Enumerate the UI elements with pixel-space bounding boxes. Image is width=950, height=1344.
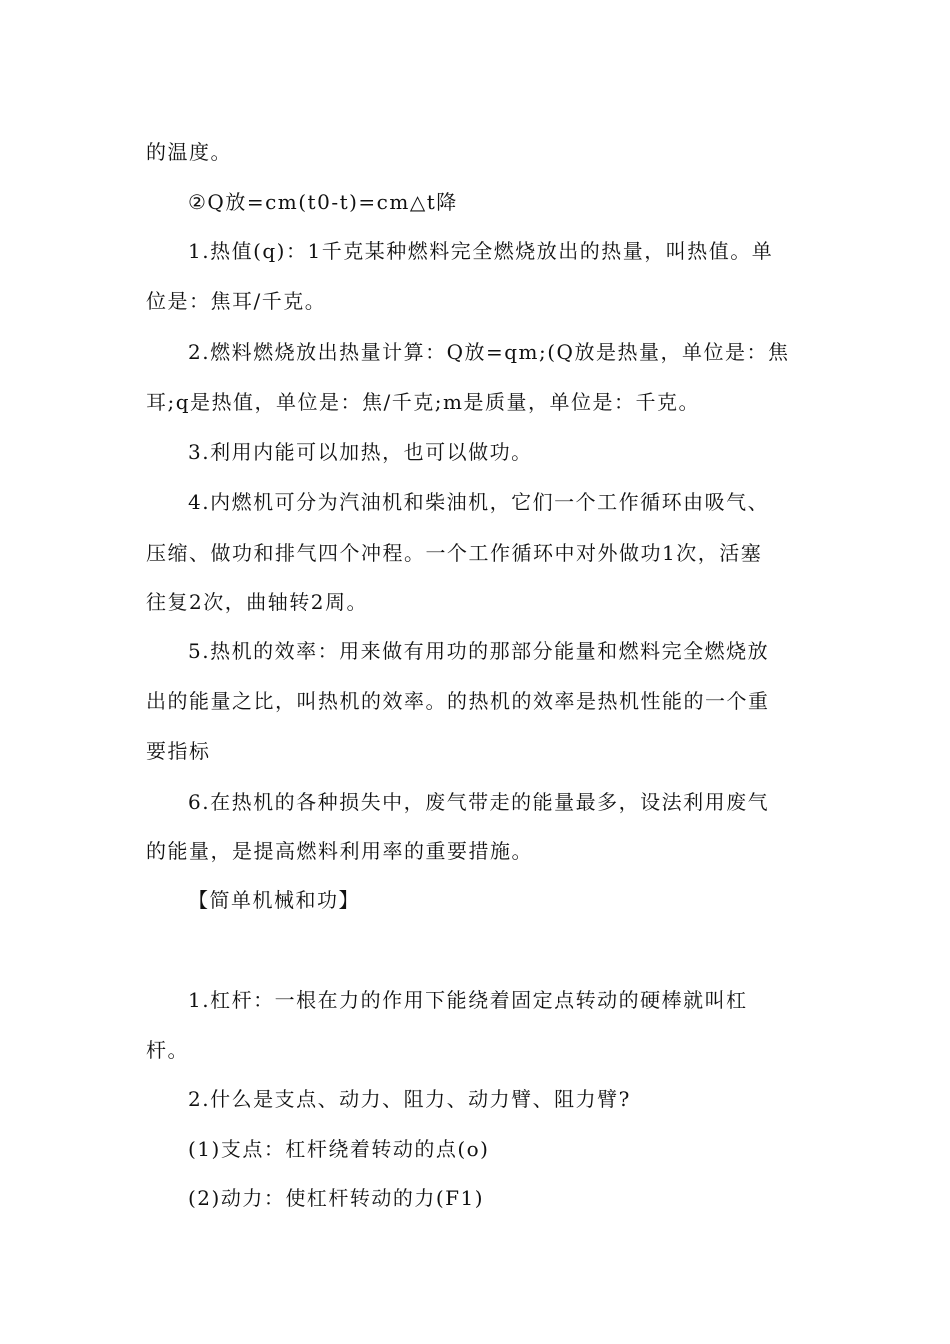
section-heading-simple-machines: 【简单机械和功】 [188,888,360,912]
text-line-effort-force-def: (2)动力：使杠杆转动的力(F1) [188,1186,485,1210]
text-line-heat-value-unit: 位是：焦耳/千克。 [146,289,327,313]
text-line-lever-def: 1.杠杆：一根在力的作用下能绕着固定点转动的硬棒就叫杠 [188,988,748,1012]
text-line-engine-cycle: 往复2次，曲轴转2周。 [146,590,368,614]
text-line-temperature-end: 的温度。 [146,140,232,164]
text-line-efficiency-ratio: 出的能量之比，叫热机的效率。的热机的效率是热机性能的一个重 [146,689,770,713]
text-line-efficiency-index: 要指标 [146,739,211,763]
text-line-heat-release-formula: ②Q放=cm(t0-t)=cm△t降 [188,190,458,214]
text-line-fuel-heat-calc: 2.燃料燃烧放出热量计算：Q放=qm;(Q放是热量，单位是：焦 [188,340,790,364]
text-line-heat-value-def: 1.热值(q)：1千克某种燃料完全燃烧放出的热量，叫热值。单 [188,239,774,263]
text-line-fuel-utilization: 的能量，是提高燃料利用率的重要措施。 [146,839,533,863]
text-line-engine-strokes: 压缩、做功和排气四个冲程。一个工作循环中对外做功1次，活塞 [146,541,763,565]
text-line-internal-energy-use: 3.利用内能可以加热，也可以做功。 [188,440,533,464]
text-line-efficiency-def: 5.热机的效率：用来做有用功的那部分能量和燃料完全燃烧放 [188,639,770,663]
text-line-engine-types: 4.内燃机可分为汽油机和柴油机，它们一个工作循环由吸气、 [188,490,770,514]
text-line-lever-end: 杆。 [146,1038,189,1062]
text-line-energy-loss: 6.在热机的各种损失中，废气带走的能量最多，设法利用废气 [188,790,770,814]
text-line-fuel-heat-units: 耳;q是热值，单位是：焦/千克;m是质量，单位是：千克。 [146,390,700,414]
text-line-fulcrum-def: (1)支点：杠杆绕着转动的点(o) [188,1137,490,1161]
text-line-lever-terms-question: 2.什么是支点、动力、阻力、动力臂、阻力臂? [188,1087,631,1111]
